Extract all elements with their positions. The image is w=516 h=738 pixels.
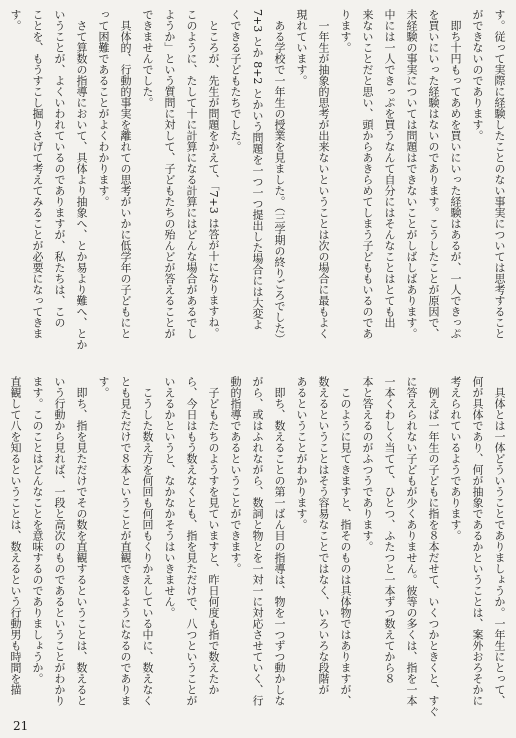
text-column: 本と答えるのがふつうであります。	[361, 376, 374, 552]
text-column: このように、たして十に計算になる計算にはどんな場合があるでし	[185, 9, 198, 339]
text-column: に答えられない子どもが少くありません。彼等の多くは、指を一本	[405, 376, 418, 706]
text-column: ら、今日はもう数えなくとも、指を見ただけで、八つということが	[185, 376, 198, 706]
text-column: す。	[97, 376, 110, 398]
text-column: ります。	[339, 9, 352, 53]
text-column: くできる子どもたちでした。	[229, 9, 242, 152]
text-column: 来ないことだと思い、頭からあきらめてしまう子どももいるのであ	[361, 9, 374, 339]
text-column: あるということがわかります。	[295, 376, 308, 530]
upper-text-block	[4, 9, 510, 353]
text-column: ができないのであります。	[471, 9, 484, 141]
page-number: 21	[13, 719, 29, 733]
text-column: がら、或はふれながら、数詞と物とを一対一に対応させていく、行	[251, 376, 264, 706]
text-column: とも見ただけで８本ということが直観できるようになるのでありま	[119, 376, 132, 706]
text-column: いう行動から見れば、一段と高次のものであるということがわかり	[53, 376, 66, 706]
text-column: 即ち、数えることの第一ばん目の指導は、物を一つずつ動かしな	[273, 376, 286, 706]
text-column: ようか」という質問に対して、子どもたちの殆んどが答えることが	[163, 9, 176, 339]
text-column: 7+3 とか 8+2 とかいう問題を一つ一つ提出した場合には大変よ	[251, 9, 264, 330]
text-column: こうした数え方を何回も何回もくりかえしている中に、数えなく	[141, 376, 154, 706]
text-column: 即ち、指を見ただけでその数を直観するということは、数えると	[75, 376, 88, 706]
text-column: 未経験の事実については問題はできないことがしばしばあります。	[405, 9, 418, 339]
text-column: さて算数の指導において、具体より抽象へ、とか易より難へ、とか	[75, 9, 88, 350]
text-column: 即ち十円もってあめを買いにいった経験はあるが、一人できっぷ	[449, 9, 462, 339]
text-column: す。	[9, 9, 22, 31]
text-column: 考えられているようであります。	[449, 376, 462, 541]
text-column: 何が具体であり、何が抽象であるかということは、案外おろそかに	[471, 376, 484, 706]
text-column: 子どもたちのようすを見ていますと、昨日何度も指で数えたか	[207, 376, 220, 695]
text-column: す。従って実際に経験したことのない事実については思考すること	[493, 9, 506, 339]
text-column: 例えば一年生の子どもに指を８本だせて、いくつかときくと、すぐ	[427, 376, 440, 717]
text-column: 中には一人できっぷを買うなんて自分にはそんなことはとても出	[383, 9, 396, 328]
text-column: 具体的、行動的事実を離れての思考がいかに低学年の子どもにと	[119, 9, 132, 339]
text-column: 一本くわしく当てて、ひとつ、ふたつと一本ずつ数えてから８	[383, 376, 396, 684]
text-column: いうことが、よくいわれているのでありますが、私たちは、この	[53, 9, 66, 328]
text-column: 直観して八を知るということは、数えるという行動男も時間を描	[9, 376, 22, 695]
text-column: 現れています。	[295, 9, 308, 86]
text-column: って困難であることがよくわかります。	[97, 9, 110, 207]
lower-text-block	[4, 376, 510, 720]
text-column: このように見てきますと、指そのものは具体物ではありますが、	[339, 376, 352, 706]
text-column: ある学校で一年生の授業を見ました。（三学期の終りごろでした）	[273, 9, 286, 345]
text-column: 数えるということはそう容易なことではなく、いろいろな段階が	[317, 376, 330, 695]
text-column: 動的指導であるということができます。	[229, 376, 242, 574]
text-column: ことを、もうすこし掘りさげて考えてみることが必要になってきま	[31, 9, 44, 339]
text-column: を買いにいった経験はないのであります。こうしたことが原因で、	[427, 9, 440, 339]
text-column: 一年生が抽象的思考が出来ないということは次の場合に最もよく	[317, 9, 330, 339]
text-column: ます。このことはどんなことを意味するのでありましょうか。	[31, 376, 44, 684]
text-column: いえるかというと、なかなかそうはいきません。	[163, 376, 176, 618]
text-column: 具体とは一体どういうことでありましょうか。一年生にとって、	[493, 376, 506, 706]
text-column: ところが、先生が問題をかえて、「7+3 は答が十になりますね。	[207, 9, 220, 339]
text-column: できませんでした。	[141, 9, 154, 108]
